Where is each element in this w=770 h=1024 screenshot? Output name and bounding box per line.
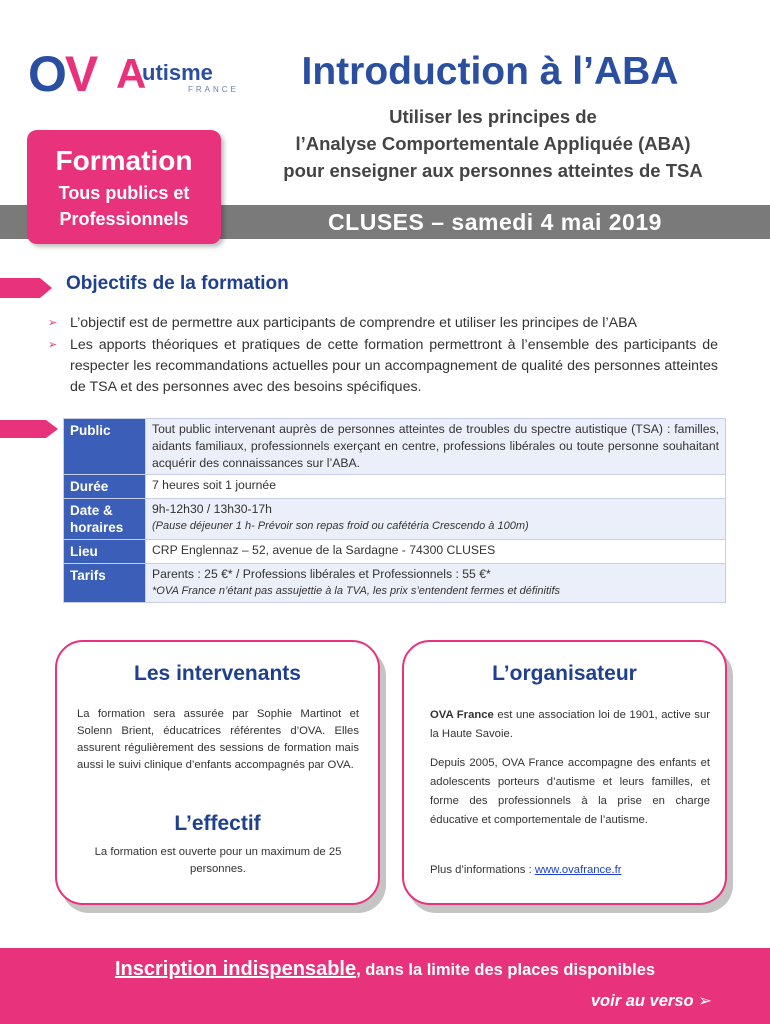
date-note: (Pause déjeuner 1 h- Prévoir son repas froid ou cafétéria Crescendo à 100m) bbox=[152, 520, 529, 532]
location-date: CLUSES – samedi 4 mai 2019 bbox=[328, 209, 662, 235]
intervenants-heading: Les intervenants bbox=[134, 662, 301, 685]
tarifs-note: *OVA France n’étant pas assujettie à la TVA, les prix s’entendent fermes et définitifs bbox=[152, 585, 561, 597]
value-date bbox=[146, 499, 726, 540]
logo-utisme: utisme bbox=[142, 60, 213, 85]
table-row bbox=[64, 540, 726, 564]
more-info-label: Plus d’informations : bbox=[430, 864, 535, 876]
logo-france: FRANCE bbox=[188, 85, 239, 94]
org-name: OVA France bbox=[430, 709, 494, 721]
value-lieu: CRP Englennaz – 52, avenue de la Sardagne - 74300 CLUSES bbox=[146, 540, 726, 564]
pink-arrow-icon bbox=[0, 420, 58, 438]
footer-registration bbox=[0, 958, 770, 981]
list-item bbox=[48, 313, 718, 334]
website-link[interactable]: www.ovafrance.fr bbox=[534, 864, 622, 876]
subtitle-line-2: l’Analyse Comportementale Appliquée (ABA) bbox=[295, 133, 691, 154]
label-lieu: Lieu bbox=[64, 540, 146, 564]
table-row bbox=[64, 475, 726, 499]
logo-letter-a: A bbox=[116, 50, 147, 97]
logo-letter-o: O bbox=[28, 46, 65, 102]
table-row bbox=[64, 564, 726, 603]
list-item bbox=[48, 335, 718, 398]
bullet-arrow-icon: ➢ bbox=[48, 317, 58, 329]
org-intro-rest: est une association loi de 1901, active sur la Haute Savoie. bbox=[430, 709, 710, 740]
badge-line-1: Tous publics et bbox=[58, 183, 190, 203]
effectif-text: La formation est ouverte pour un maximum de 25 personnes. bbox=[94, 846, 342, 875]
organisateur-heading: L’organisateur bbox=[492, 662, 637, 685]
date-hours: 9h-12h30 / 13h30-17h bbox=[152, 502, 272, 516]
bullet-arrow-icon: ➢ bbox=[48, 339, 58, 351]
label-date bbox=[64, 499, 146, 540]
subtitle-line-1: Utiliser les principes de bbox=[389, 106, 597, 127]
label-date-line-1: Date & bbox=[70, 503, 113, 518]
footer-band bbox=[0, 948, 770, 1024]
organisateur-description: Depuis 2005, OVA France accompagne des enfants et adolescents porteurs d’autisme et leurs familles, et forme des professionnels à la prise en charge éducative et comportementale de l’autisme. bbox=[430, 757, 710, 826]
label-tarifs: Tarifs bbox=[64, 564, 146, 603]
page-subtitle bbox=[248, 103, 738, 184]
objectives-heading: Objectifs de la formation bbox=[66, 273, 289, 294]
effectif-heading: L’effectif bbox=[174, 812, 261, 835]
pink-arrow-icon bbox=[0, 278, 52, 298]
tarifs-prices: Parents : 25 €* / Professions libérales et Professionnels : 55 €* bbox=[152, 567, 491, 581]
intervenants-text: La formation sera assurée par Sophie Martinot et Solenn Brient, éducatrices référentes d’OVA. Elles assurent régulièrement des sessions de formation mais aussi le suivi clinique d’enfants accompagnés par OVA. bbox=[77, 708, 359, 771]
organisateur-box bbox=[402, 640, 727, 905]
formation-badge bbox=[27, 130, 221, 244]
ova-logo bbox=[28, 46, 238, 102]
objectives-list bbox=[48, 313, 718, 399]
table-row bbox=[64, 499, 726, 540]
label-public: Public bbox=[64, 419, 146, 475]
more-info bbox=[430, 862, 710, 879]
value-tarifs bbox=[146, 564, 726, 603]
label-date-line-2: horaires bbox=[70, 520, 124, 535]
objective-text: Les apports théoriques et pratiques de cette formation permettront à l’ensemble des participants de respecter les recommandations actuelles pour un accompagnement de qualité des personnes atteintes de TSA et des personnes avec des besoins spécifiques. bbox=[70, 337, 718, 395]
badge-title: Formation bbox=[55, 145, 193, 176]
footer-rest: , dans la limite des places disponibles bbox=[356, 961, 656, 979]
organisateur-intro bbox=[430, 706, 710, 744]
footer-strong: Inscription indispensable bbox=[114, 958, 357, 980]
page-title: Introduction à l’ABA bbox=[301, 50, 679, 93]
info-table bbox=[63, 418, 726, 603]
footer-verso: voir au verso ➢ bbox=[590, 992, 712, 1010]
objective-text: L’objectif est de permettre aux participants de comprendre et utiliser les principes de l’ABA bbox=[70, 315, 638, 331]
subtitle-line-3: pour enseigner aux personnes atteintes de TSA bbox=[283, 160, 703, 181]
label-duree: Durée bbox=[64, 475, 146, 499]
logo-letter-v: V bbox=[64, 46, 97, 102]
value-duree: 7 heures soit 1 journée bbox=[146, 475, 726, 499]
intervenants-box bbox=[55, 640, 380, 905]
value-public: Tout public intervenant auprès de personnes atteintes de troubles du spectre autistique (TSA) : familles, aidants familiaux, professionnels exerçant en centre, professions libérales ou toute personne souhaitant acquérir des connaissances sur l’ABA. bbox=[146, 419, 726, 475]
badge-line-2: Professionnels bbox=[59, 209, 189, 229]
table-row bbox=[64, 419, 726, 475]
logo-ov-letters bbox=[28, 46, 96, 102]
